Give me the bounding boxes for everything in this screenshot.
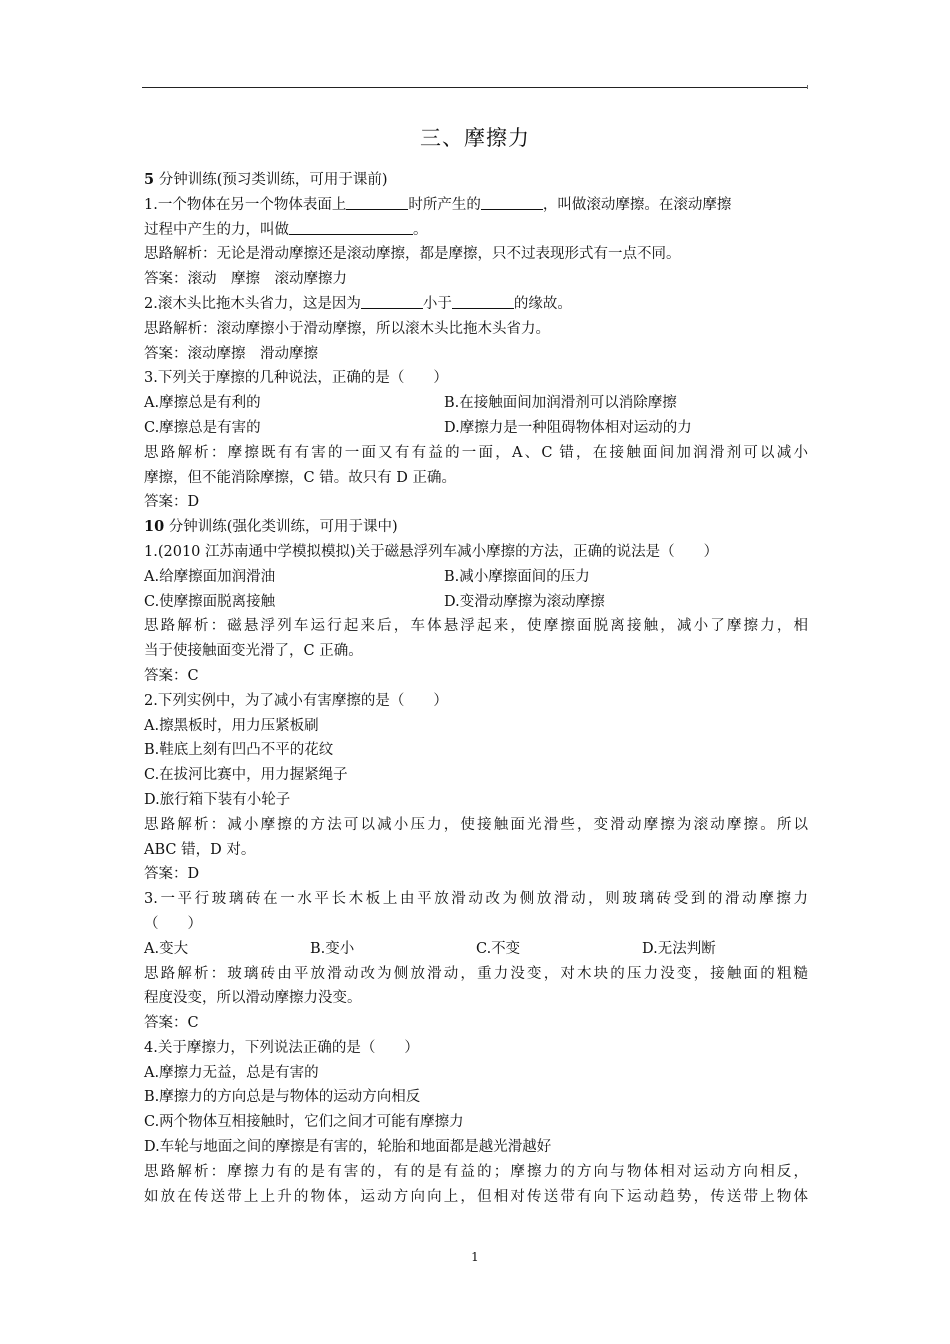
option-b: B.减小摩擦面间的压力 [444, 568, 590, 585]
option-a: A.变大 [144, 940, 189, 957]
fill-blank [361, 293, 423, 309]
analysis-text: 程度没变，所以滑动摩擦力没变。 [144, 990, 362, 1007]
option-row [144, 590, 808, 615]
page-title: 三、摩擦力 [420, 126, 530, 150]
fill-blank [289, 219, 413, 235]
option-c: C.在拔河比赛中，用力握紧绳子 [144, 767, 348, 784]
document-body [144, 168, 808, 1209]
option-a: A.摩擦力无益，总是有害的 [144, 1064, 319, 1081]
question-text: 2.下列实例中，为了减小有害摩擦的是（ ） [144, 692, 448, 709]
option-c: C.两个物体互相接触时，它们之间才可能有摩擦力 [144, 1114, 464, 1131]
question-text: （ ） [144, 915, 202, 932]
analysis-text: 思路解析：无论是滑动摩擦还是滚动摩擦，都是摩擦，只不过表现形式有一点不同。 [144, 246, 681, 263]
question-text: 过程中产生的力，叫做 。 [144, 218, 808, 243]
section-heading-10min: 10 分钟训练(强化类训练，可用于课中) [144, 518, 398, 536]
option-row [144, 565, 808, 590]
option-c: C.摩擦总是有害的 [144, 419, 261, 436]
option-c: C.使摩擦面脱离接触 [144, 593, 276, 610]
question-text: 1.(2010 江苏南通中学模拟模拟)关于磁悬浮列车减小摩擦的方法，正确的说法是（ ） [144, 543, 719, 560]
section-minutes: 10 [144, 518, 165, 536]
option-b: B.摩擦力的方向总是与物体的运动方向相反 [144, 1089, 421, 1106]
header-rule-tick [807, 85, 808, 89]
header-rule [142, 87, 808, 88]
analysis-text: 思路解析：减小摩擦的方法可以减小压力，使接触面光滑些，变滑动摩擦为滚动摩擦。所以 [144, 816, 808, 833]
answer-text: 答案：C [144, 1015, 199, 1032]
analysis-text: 思路解析：玻璃砖由平放滑动改为侧放滑动，重力没变，对木块的压力没变，接触面的粗糙 [144, 965, 808, 982]
analysis-text: 摩擦，但不能消除摩擦，C 错。故只有 D 正确。 [144, 469, 457, 486]
answer-text: 答案：D [144, 494, 200, 511]
option-c: C.不变 [476, 940, 521, 957]
option-a: A.摩擦总是有利的 [144, 395, 261, 412]
option-b: B.在接触面间加润滑剂可以消除摩擦 [444, 395, 677, 412]
question-text: 3.下列关于摩擦的几种说法，正确的是（ ） [144, 370, 448, 387]
analysis-text: 如放在传送带上上升的物体，运动方向向上，但相对传送带有向下运动趋势，传送带上物体 [144, 1188, 808, 1205]
option-b: B.鞋底上刻有凹凸不平的花纹 [144, 742, 334, 759]
option-b: B.变小 [310, 940, 355, 957]
fill-blank [481, 194, 543, 210]
option-a: A.擦黑板时，用力压紧板刷 [144, 717, 319, 734]
option-d: D.旅行箱下装有小轮子 [144, 791, 291, 808]
answer-text: 答案：滚动 摩擦 滚动摩擦力 [144, 271, 347, 288]
fill-blank [452, 293, 514, 309]
answer-text: 答案：滚动摩擦 滑动摩擦 [144, 345, 318, 362]
analysis-text: 思路解析：摩擦力有的是有害的，有的是有益的；摩擦力的方向与物体相对运动方向相反， [144, 1163, 808, 1180]
analysis-text: 思路解析：磁悬浮列车运行起来后，车体悬浮起来，使摩擦面脱离接触，减小了摩擦力，相 [144, 618, 808, 635]
analysis-text: 思路解析：滚动摩擦小于滑动摩擦，所以滚木头比拖木头省力。 [144, 320, 550, 337]
analysis-text: ABC 错，D 对。 [144, 841, 256, 858]
question-text: 4.关于摩擦力，下列说法正确的是（ ） [144, 1039, 419, 1056]
option-row [144, 391, 808, 416]
section-minutes: 5 [144, 171, 155, 188]
analysis-text: 思路解析：摩擦既有有害的一面又有有益的一面，A、C 错，在接触面间加润滑剂可以减小 [144, 444, 808, 461]
section-heading-5min: 5 分钟训练(预习类训练，可用于课前) [144, 171, 388, 188]
question-text: 3.一平行玻璃砖在一水平长木板上由平放滑动改为侧放滑动，则玻璃砖受到的滑动摩擦力 [144, 891, 808, 908]
option-d: D.变滑动摩擦为滚动摩擦 [444, 593, 605, 610]
option-a: A.给摩擦面加润滑油 [144, 568, 276, 585]
page-number: 1 [471, 1250, 479, 1264]
option-d: D.车轮与地面之间的摩擦是有害的，轮胎和地面都是越光滑越好 [144, 1139, 552, 1156]
option-row [144, 416, 808, 441]
analysis-text: 当于使接触面变光滑了，C 正确。 [144, 643, 363, 660]
question-text: 1.一个物体在另一个物体表面上 时所产生的 ，叫做滚动摩擦。在滚动摩擦 [144, 193, 808, 218]
answer-text: 答案：D [144, 866, 200, 883]
option-d: D.无法判断 [642, 940, 716, 957]
option-row [144, 937, 808, 962]
answer-text: 答案：C [144, 667, 199, 684]
fill-blank [346, 194, 408, 210]
option-d: D.摩擦力是一种阻碍物体相对运动的力 [444, 419, 692, 436]
question-text: 2.滚木头比拖木头省力，这是因为 小于 的缘故。 [144, 292, 808, 317]
